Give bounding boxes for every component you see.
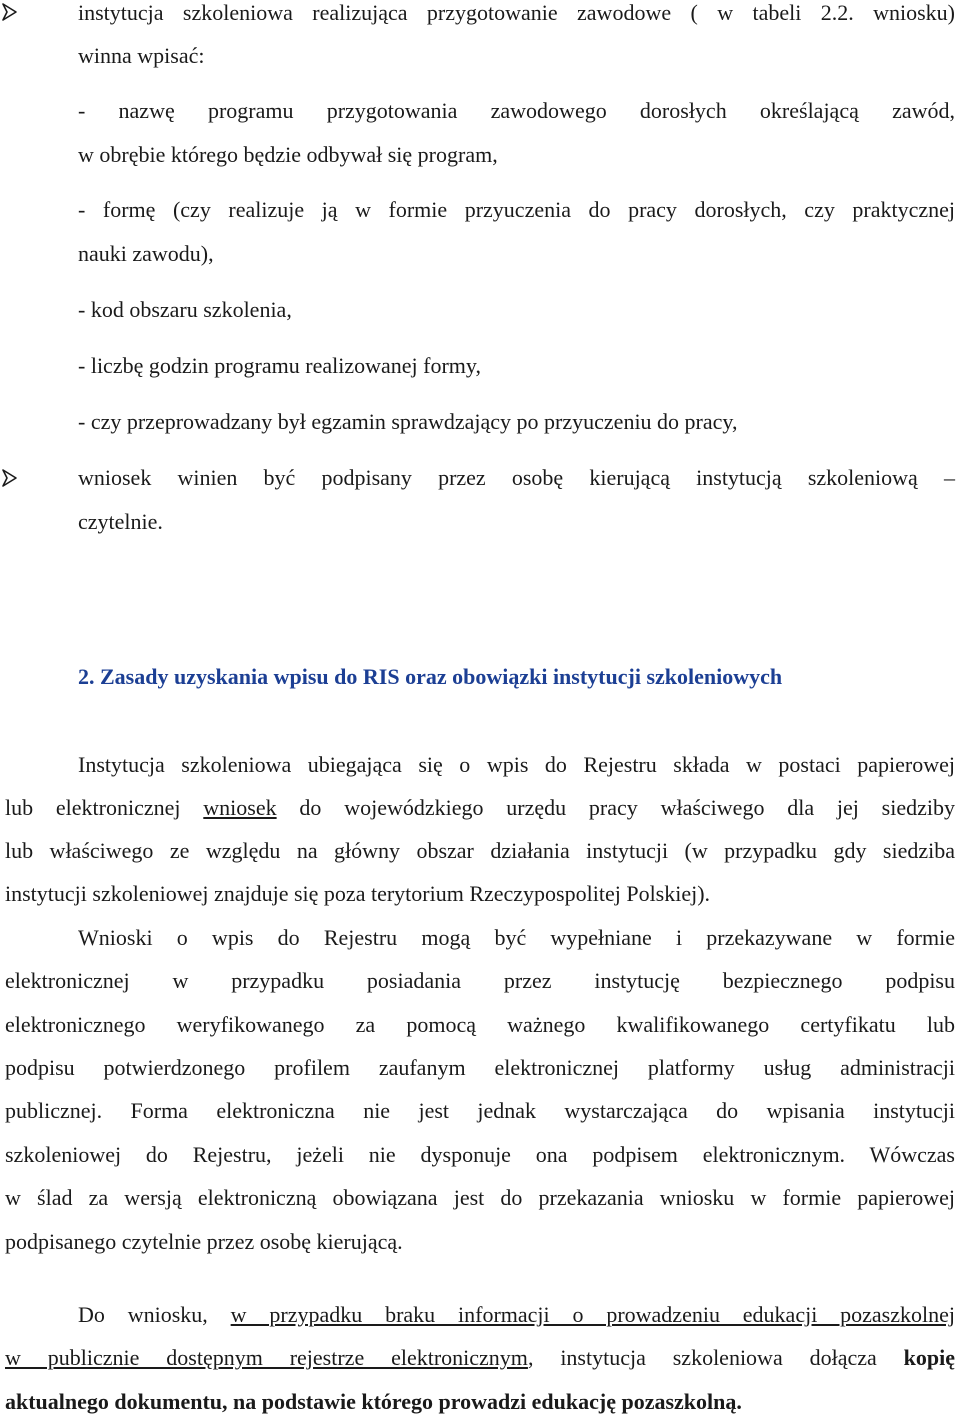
paragraph-line: podpisu potwierdzonego profilem zaufanym elektronicznej platformy usług administracji <box>5 1055 955 1080</box>
underlined-text: w publicznie dostępnym rejestrze elektronicznym <box>5 1345 528 1370</box>
section-heading: 2. Zasady uzyskania wpisu do RIS oraz obowiązki instytucji szkoleniowych <box>78 664 783 689</box>
paragraph-text: , instytucja szkoleniowa dołącza <box>527 1345 904 1370</box>
paragraph-text: lub elektronicznej <box>5 795 204 820</box>
sub-item-line: nauki zawodu), <box>78 241 214 266</box>
bullet-item-line: czytelnie. <box>78 509 163 534</box>
sub-item-line: - liczbę godzin programu realizowanej formy, <box>78 353 481 378</box>
paragraph-line: Instytucja szkoleniowa ubiegająca się o wpis do Rejestru składa w postaci papierowej <box>78 752 955 777</box>
arrowhead-bullet-icon <box>0 0 20 24</box>
sub-item-line: - kod obszaru szkolenia, <box>78 297 292 322</box>
paragraph-line: szkoleniowej do Rejestru, jeżeli nie dysponuje ona podpisem elektronicznym. Wówczas <box>5 1142 955 1167</box>
sub-item-line: w obrębie którego będzie odbywał się program, <box>78 142 498 167</box>
paragraph-line <box>5 1388 742 1416</box>
paragraph-line: podpisanego czytelnie przez osobę kierującą. <box>5 1229 403 1254</box>
bold-text: kopię <box>903 1345 955 1370</box>
bullet-item-line: wniosek winien być podpisany przez osobę kierującą instytucją szkoleniową – <box>78 465 955 490</box>
paragraph-line: elektronicznej w przypadku posiadania przez instytucję bezpiecznego podpisu <box>5 968 955 993</box>
underlined-text: w przypadku braku informacji o prowadzeniu edukacji pozaszkolnej <box>230 1302 955 1327</box>
bullet-item-line: winna wpisać: <box>78 43 205 68</box>
wniosek-link[interactable]: wniosek <box>203 795 277 820</box>
sub-item-line: - formę (czy realizuje ją w formie przyuczenia do pracy dorosłych, czy praktycznej <box>78 197 955 222</box>
paragraph-line: w ślad za wersją elektroniczną obowiązana jest do przekazania wniosku w formie papierowej <box>5 1185 955 1210</box>
paragraph-line: Wnioski o wpis do Rejestru mogą być wypełniane i przekazywane w formie <box>78 925 955 950</box>
paragraph-line: elektronicznego weryfikowanego za pomocą ważnego kwalifikowanego certyfikatu lub <box>5 1012 955 1037</box>
paragraph-line: lub właściwego ze względu na główny obszar działania instytucji (w przypadku gdy siedziba <box>5 838 955 863</box>
paragraph-text: do wojewódzkiego urzędu pracy właściwego dla jej siedziby <box>276 795 955 820</box>
paragraph-line: publicznej. Forma elektroniczna nie jest jednak wystarczająca do wpisania instytucji <box>5 1098 955 1123</box>
bold-text: aktualnego dokumentu, na podstawie którego prowadzi edukację pozaszkolną. <box>5 1389 742 1414</box>
paragraph-line <box>5 794 955 822</box>
paragraph-text: Do wniosku, <box>78 1302 231 1327</box>
bullet-item-line: instytucja szkoleniowa realizująca przygotowanie zawodowe ( w tabeli 2.2. wniosku) <box>78 0 955 25</box>
sub-item-line: - nazwę programu przygotowania zawodowego dorosłych określającą zawód, <box>78 98 955 123</box>
paragraph-line <box>78 1301 955 1329</box>
sub-item-line: - czy przeprowadzany był egzamin sprawdzający po przyuczeniu do pracy, <box>78 409 738 434</box>
arrowhead-bullet-icon <box>0 466 20 490</box>
paragraph-line: instytucji szkoleniowej znajduje się poza terytorium Rzeczypospolitej Polskiej). <box>5 881 711 906</box>
paragraph-line <box>5 1344 955 1372</box>
